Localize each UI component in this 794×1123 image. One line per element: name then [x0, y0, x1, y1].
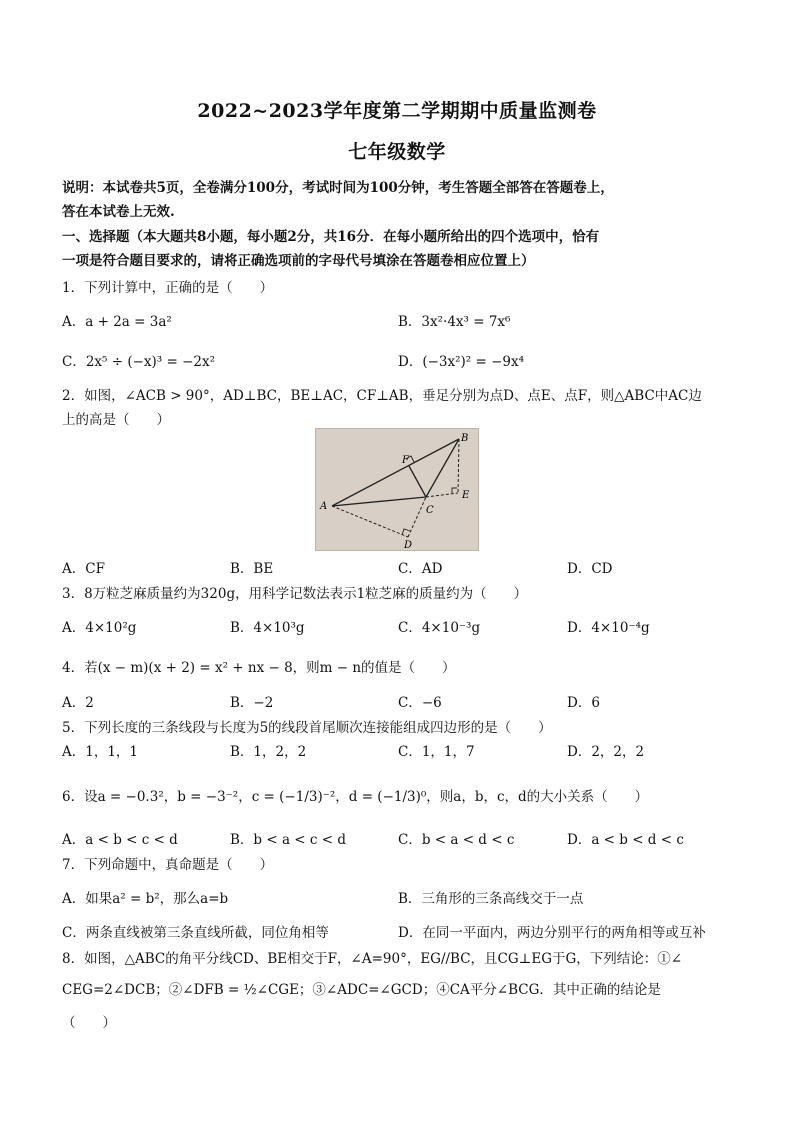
q5-option-c: C．1，1，7	[398, 744, 475, 760]
label-d: D	[404, 540, 413, 550]
q4-option-b: B．−2	[230, 695, 274, 711]
q6-option-d: D．a < b < d < c	[567, 832, 684, 848]
q7-option-c: C．两条直线被第三条直线所截，同位角相等	[62, 925, 329, 941]
q5-option-b: B．1，2，2	[230, 744, 307, 760]
q2-stem-line-1: 2．如图，∠ACB > 90°，AD⊥BC，BE⊥AC，CF⊥AB，垂足分别为点D、点E、点F，则△ABC中AC边	[62, 388, 702, 404]
label-f: F	[402, 455, 409, 466]
q3-option-b: B．4×10³g	[230, 620, 305, 636]
label-b: B	[461, 433, 469, 444]
q6-option-a: A．a < b < c < d	[62, 832, 178, 848]
q3-option-d: D．4×10⁻⁴g	[567, 620, 650, 636]
q2-option-d: D．CD	[567, 561, 613, 577]
q6-option-b: B．b < a < c < d	[230, 832, 346, 848]
q2-stem-line-2: 上的高是（ ）	[62, 412, 170, 428]
label-c: C	[426, 505, 434, 516]
instructions-line-1: 说明：本试卷共5页，全卷满分100分，考试时间为100分钟，考生答题全部答在答题卷上，	[62, 180, 614, 196]
q3-option-c: C．4×10⁻³g	[398, 620, 481, 636]
q2-option-b: B．BE	[230, 561, 274, 577]
q4-stem: 4．若(x − m)(x + 2) = x² + nx − 8，则m − n的值是（ ）	[62, 660, 456, 676]
q7-option-a: A．如果a² = b²，那么a=b	[62, 891, 229, 907]
q5-stem: 5．下列长度的三条线段与长度为5的线段首尾顺次连接能组成四边形的是（ ）	[62, 720, 552, 736]
triangle-figure	[315, 428, 479, 551]
q6-option-c: C．b < a < d < c	[398, 832, 515, 848]
label-e: E	[462, 490, 470, 501]
q4-option-a: A．2	[62, 695, 94, 711]
q1-stem: 1．下列计算中，正确的是（ ）	[62, 280, 274, 296]
q4-option-c: C．−6	[398, 695, 442, 711]
exam-subtitle: 七年级数学	[348, 141, 446, 163]
triangle-diagram	[316, 429, 478, 550]
q8-stem-line-1: 8．如图，△ABC的角平分线CD、BE相交于F，∠A=90°，EG//BC，且CG⊥EG于G，下列结论：①∠	[62, 951, 683, 967]
label-a: A	[320, 501, 328, 512]
q8-stem-line-3: （ ）	[62, 1015, 116, 1031]
exam-title: 2022~2023学年度第二学期期中质量监测卷	[197, 100, 597, 122]
q2-option-c: C．AD	[398, 561, 443, 577]
q1-option-a: A．a + 2a = 3a²	[62, 314, 172, 330]
q7-stem: 7．下列命题中，真命题是（ ）	[62, 857, 274, 873]
section-heading-line-2: 一项是符合题目要求的，请将正确选项前的字母代号填涂在答题卷相应位置上）	[62, 253, 535, 269]
instructions-line-2: 答在本试卷上无效.	[62, 204, 175, 220]
q1-option-c: C．2x⁵ ÷ (−x)³ = −2x²	[62, 354, 216, 370]
q4-option-d: D．6	[567, 695, 600, 711]
q7-option-d: D．在同一平面内，两边分别平行的两角相等或互补	[398, 925, 706, 941]
q1-option-b: B．3x²·4x³ = 7x⁶	[398, 314, 511, 330]
q3-stem: 3．8万粒芝麻质量约为320g，用科学记数法表示1粒芝麻的质量约为（ ）	[62, 586, 528, 602]
q5-option-d: D．2，2，2	[567, 744, 645, 760]
q3-option-a: A．4×10²g	[62, 620, 137, 636]
q1-option-d: D．(−3x²)² = −9x⁴	[398, 354, 525, 370]
section-heading-line-1: 一、选择题（本大题共8小题，每小题2分，共16分．在每小题所给出的四个选项中，恰有	[62, 229, 600, 245]
q8-stem-line-2: CEG=2∠DCB；②∠DFB = ½∠CGE；③∠ADC=∠GCD；④CA平分∠BCG．其中正确的结论是	[62, 982, 661, 998]
q7-option-b: B．三角形的三条高线交于一点	[398, 891, 584, 907]
q5-option-a: A．1，1，1	[62, 744, 139, 760]
q2-option-a: A．CF	[62, 561, 105, 577]
q6-stem: 6．设a = −0.3²，b = −3⁻²，c = (−1/3)⁻²，d = (−1/3)⁰，则a，b，c，d的大小关系（ ）	[62, 789, 649, 805]
